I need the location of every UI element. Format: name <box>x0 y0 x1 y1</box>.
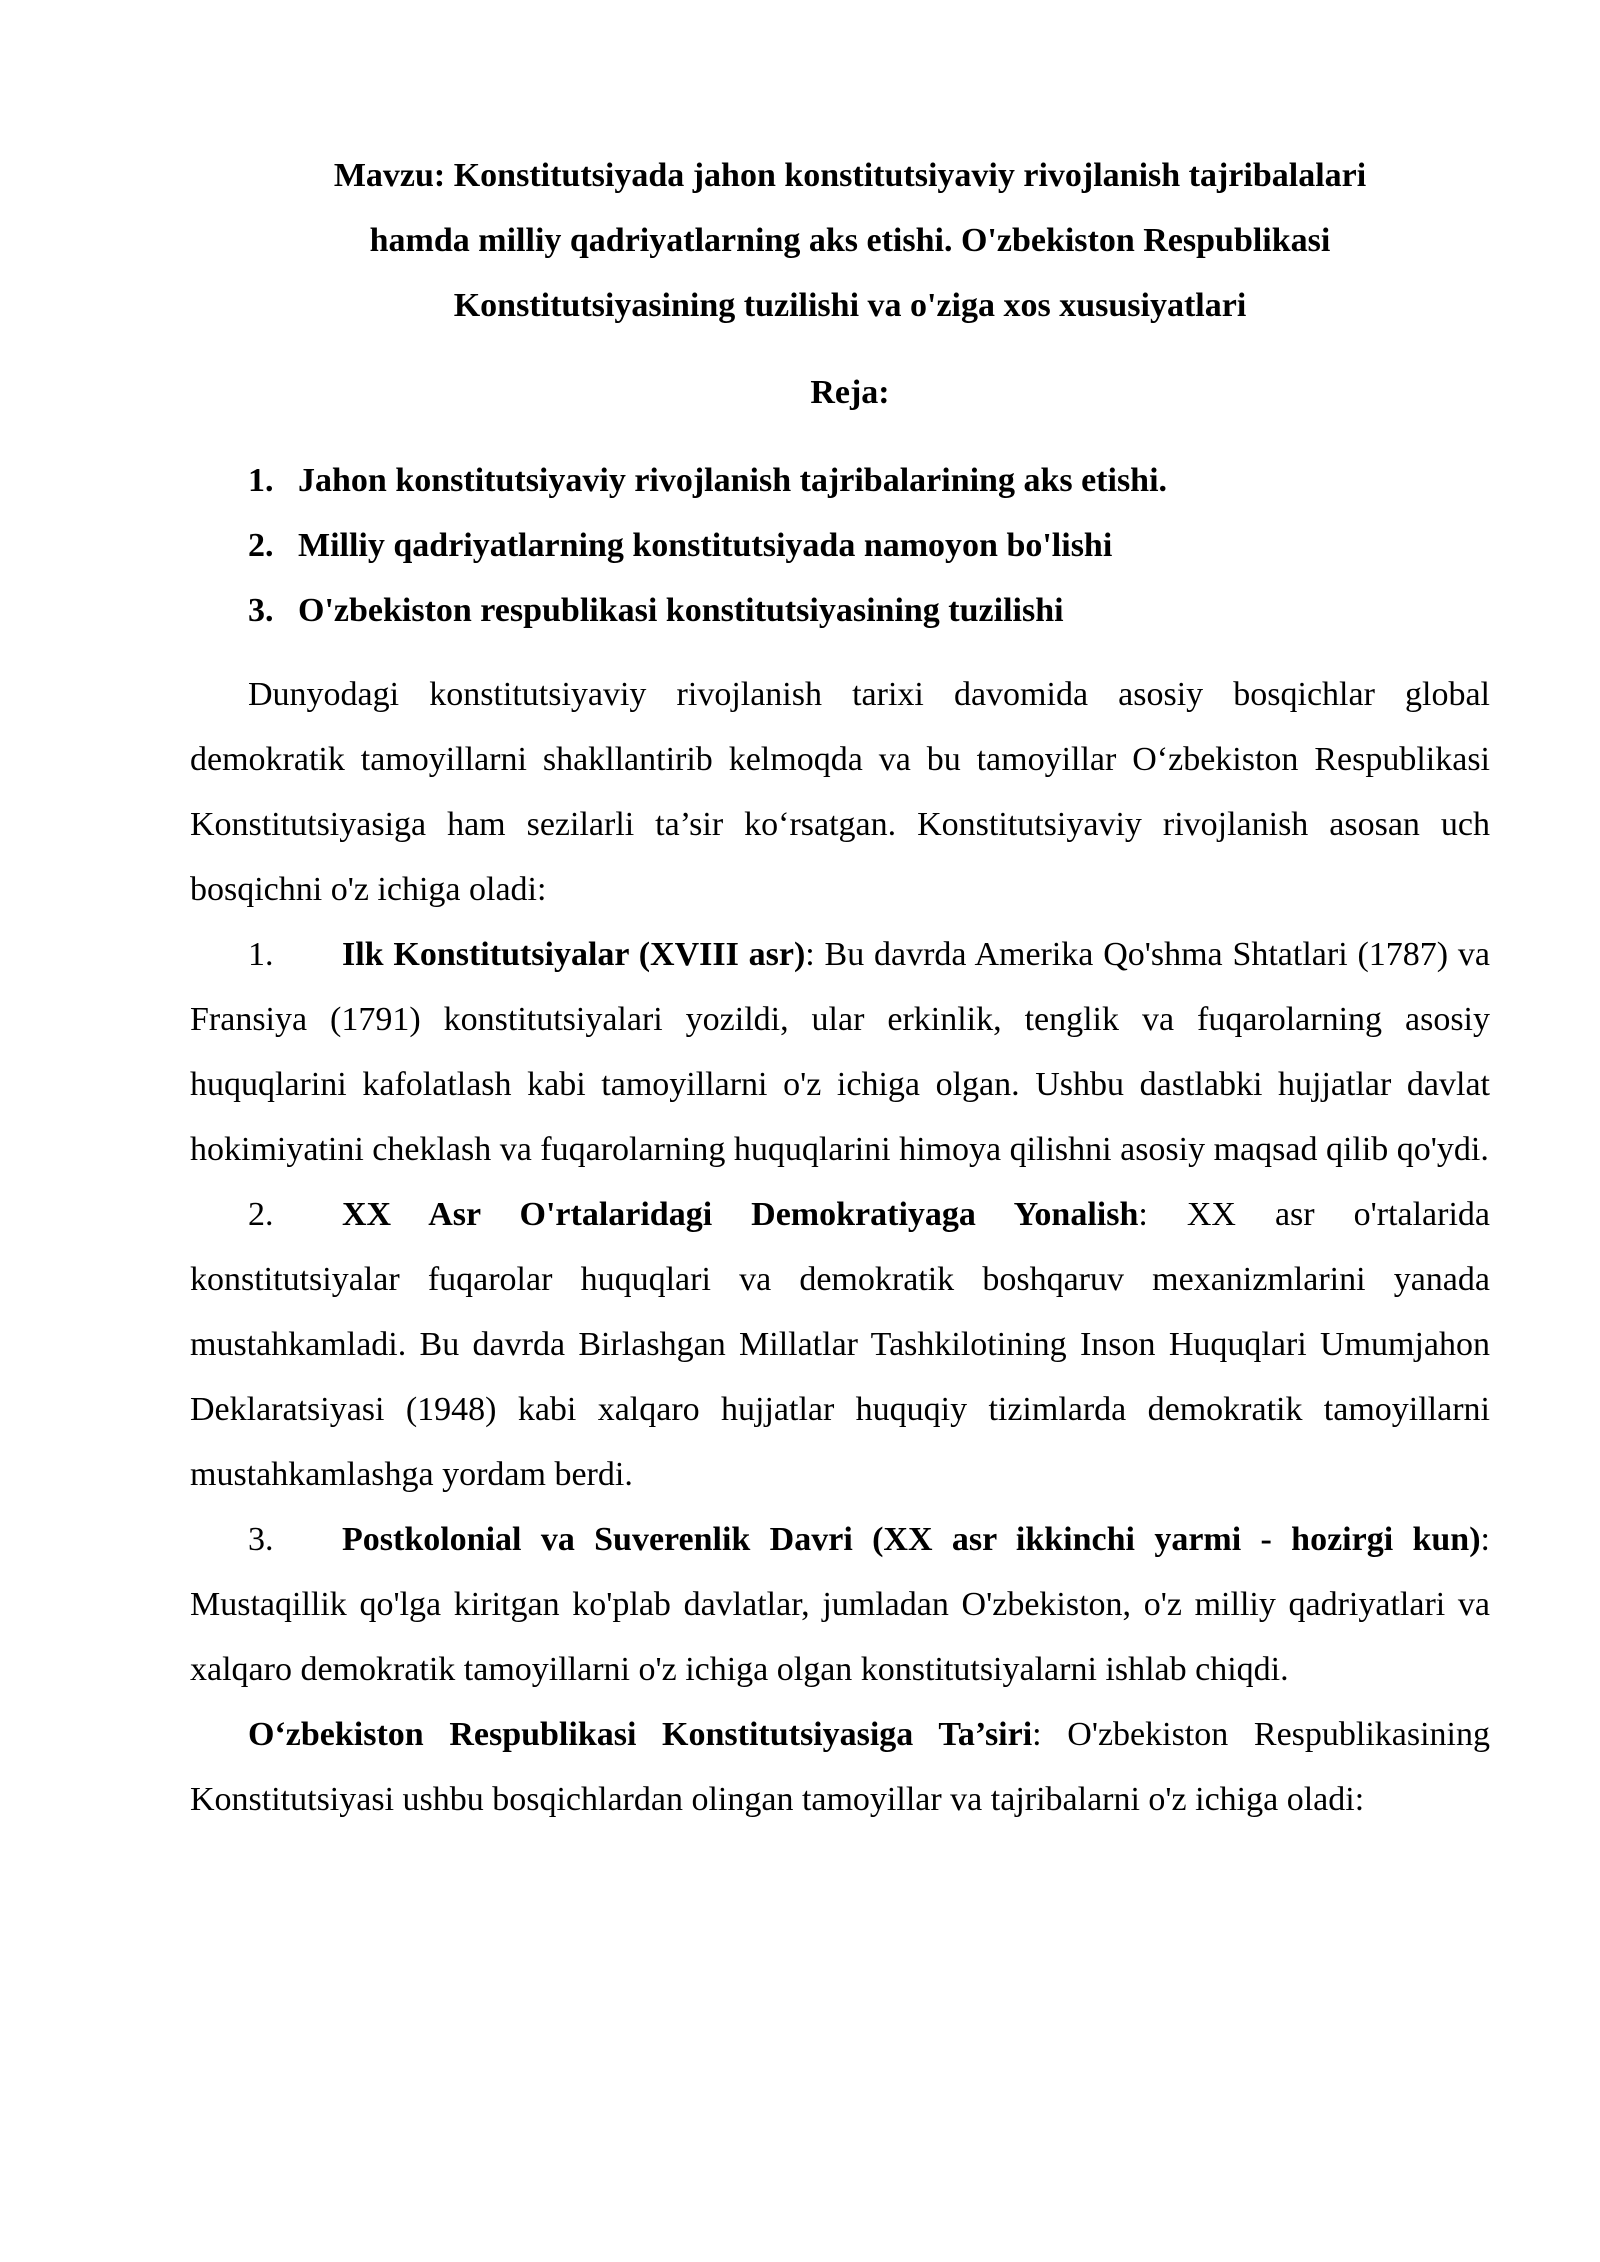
plan-item-number: 1. <box>248 462 274 499</box>
stage-title: Ilk Konstitutsiyalar (XVIII asr) <box>342 936 806 973</box>
plan-item-number: 2. <box>248 527 274 564</box>
stage-text: : Mustaqillik qo'lga kiritgan ko'plab davlatlar, jumladan O'zbekiston, o'z milliy qadriyatlari va xalqaro demokratik tamoyillarni o'z ichiga olgan konstitutsiyalarni ishlab chiqdi. <box>190 1521 1490 1688</box>
stage-paragraph-1 <box>190 922 1490 1182</box>
stage-number: 2. <box>248 1196 274 1233</box>
plan-item-text: Jahon konstitutsiyaviy rivojlanish tajribalarining aks etishi. <box>298 462 1168 499</box>
stage-text: : Bu davrda Amerika Qo'shma Shtatlari (1787) va Fransiya (1791) konstitutsiyalari yozildi, ular erkinlik, tenglik va fuqarolarning asosiy huquqlarini kafolatlash kabi tamoyillarni o'z ichiga olgan. Ushbu dastlabki hujjatlar davlat hokimiyatini cheklash va fuqarolarning huquqlarini himoya qilishni asosiy maqsad qilib qo'ydi. <box>190 936 1490 1168</box>
plan-list <box>248 448 1167 643</box>
conclusion-text: : O'zbekiston Respublikasining Konstitutsiyasi ushbu bosqichlardan olingan tamoyillar va tajribalarni o'z ichiga oladi: <box>190 1716 1490 1818</box>
body-text <box>190 662 1490 1832</box>
stage-number: 1. <box>248 936 274 973</box>
plan-item-text: O'zbekiston respublikasi konstitutsiyasining tuzilishi <box>298 592 1064 629</box>
plan-item <box>248 578 1167 643</box>
intro-paragraph: Dunyodagi konstitutsiyaviy rivojlanish tarixi davomida asosiy bosqichlar global demokratik tamoyillarni shakllantirib kelmoqda va bu tamoyillar O‘zbekiston Respublikasi Konstitutsiyasiga ham sezilarli ta’sir ko‘rsatgan. Konstitutsiyaviy rivojlanish asosan uch bosqichni o'z ichiga oladi: <box>190 676 1490 908</box>
conclusion-title: O‘zbekiston Respublikasi Konstitutsiyasiga Ta’siri <box>248 1716 1033 1753</box>
stage-title: XX Asr O'rtalaridagi Demokratiyaga Yonalish <box>342 1196 1139 1233</box>
stage-number: 3. <box>248 1521 274 1558</box>
stage-paragraph-3 <box>190 1507 1490 1702</box>
title-line-1: Mavzu: Konstitutsiyada jahon konstitutsiyaviy rivojlanish tajribalalari <box>333 157 1367 194</box>
conclusion-paragraph <box>190 1702 1490 1832</box>
stage-paragraph-2 <box>190 1182 1490 1507</box>
plan-item <box>248 448 1167 513</box>
document-title <box>250 143 1450 338</box>
title-line-2: hamda milliy qadriyatlarning aks etishi. O'zbekiston Respublikasi <box>369 222 1331 259</box>
title-line-3: Konstitutsiyasining tuzilishi va o'ziga xos xususiyatlari <box>453 287 1247 324</box>
stage-title: Postkolonial va Suverenlik Davri (XX asr ikkinchi yarmi - hozirgi kun) <box>342 1521 1481 1558</box>
stage-text: : XX asr o'rtalarida konstitutsiyalar fuqarolar huquqlari va demokratik boshqaruv mexanizmlarini yanada mustahkamladi. Bu davrda Birlashgan Millatlar Tashkilotining Inson Huquqlari Umumjahon Deklaratsiyasi (1948) kabi xalqaro hujjatlar huquqiy tizimlarda demokratik tamoyillarni mustahkamlashga yordam berdi. <box>190 1196 1490 1493</box>
plan-item-text: Milliy qadriyatlarning konstitutsiyada namoyon bo'lishi <box>298 527 1113 564</box>
plan-item <box>248 513 1167 578</box>
plan-item-number: 3. <box>248 592 274 629</box>
plan-heading: Reja: <box>810 374 890 411</box>
